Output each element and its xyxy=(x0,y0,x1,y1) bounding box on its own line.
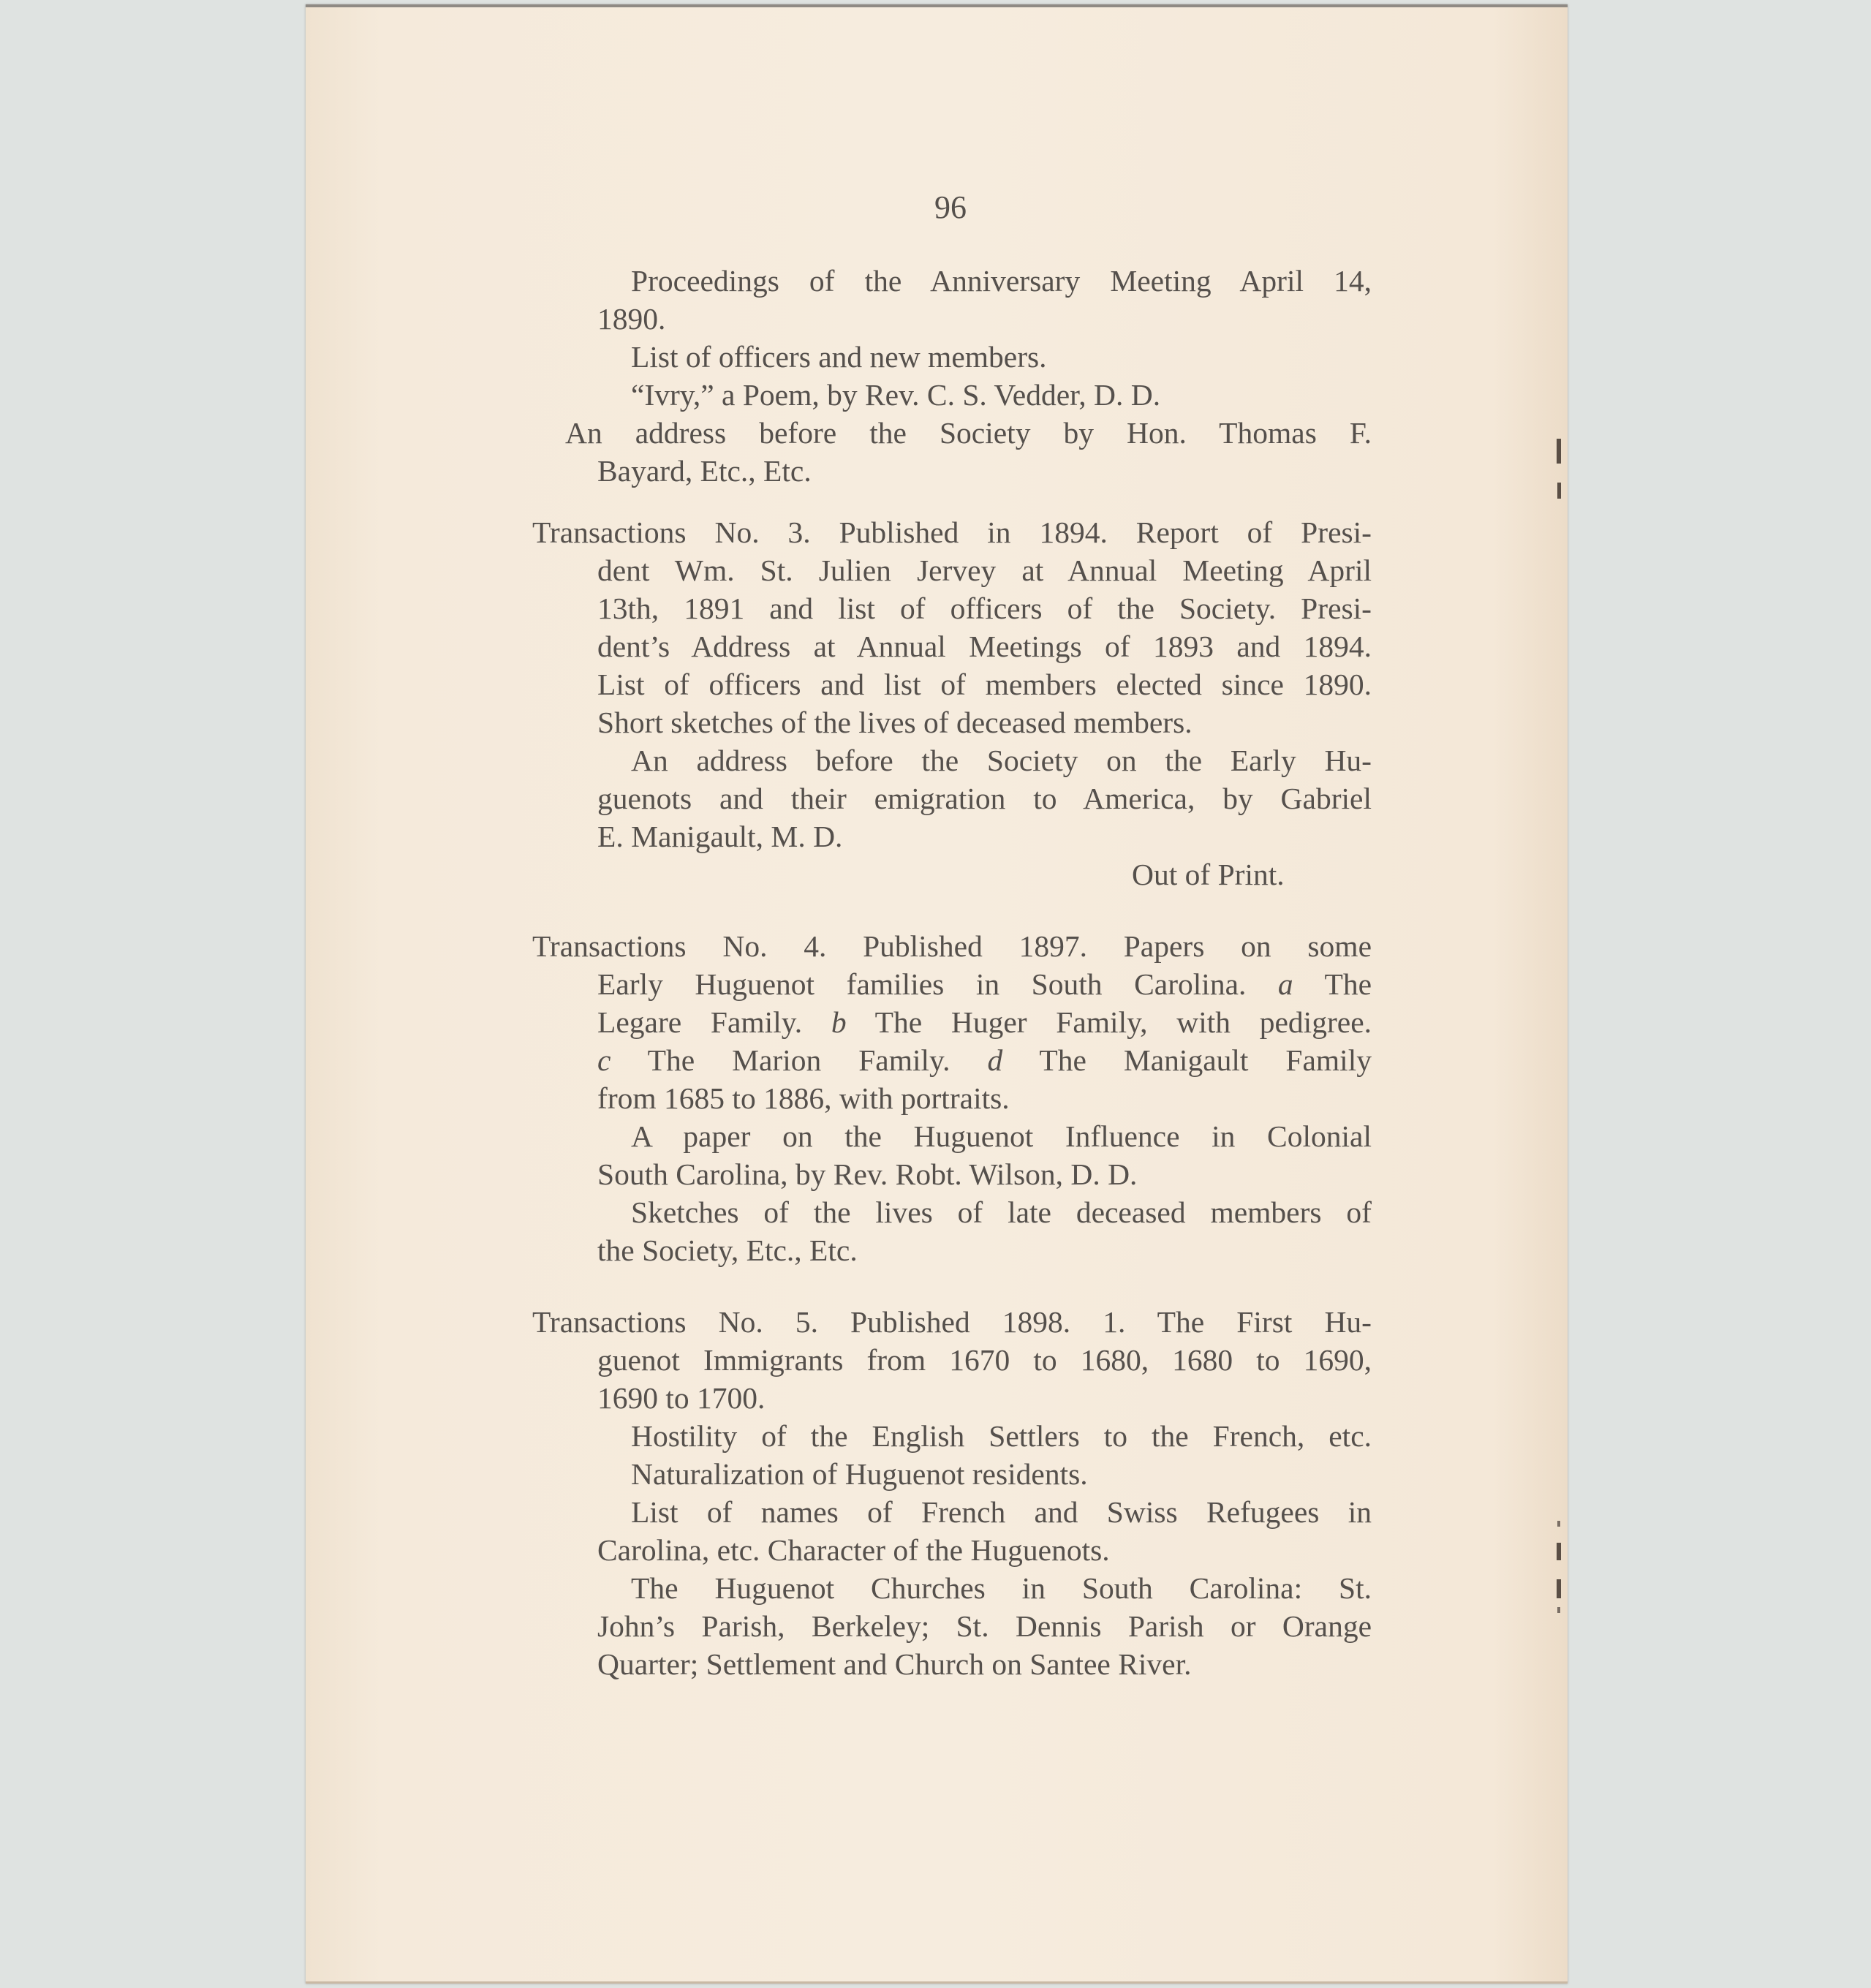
line-text: E. Manigault, M. D. xyxy=(597,820,843,853)
text-line xyxy=(597,1647,1192,1682)
line-text: The Huguenot Churches in South Carolina: St. xyxy=(631,1571,1372,1605)
text-line xyxy=(631,1418,1372,1454)
line-text: Legare Family. xyxy=(597,1005,831,1039)
text-line xyxy=(631,377,1160,412)
text-line xyxy=(631,263,1372,298)
line-text: guenot Immigrants from 1670 to 1680, 1680 to 1690, xyxy=(597,1343,1372,1377)
line-text: List of officers and new members. xyxy=(631,340,1047,374)
page-number: 96 xyxy=(934,189,967,225)
line-text: Carolina, etc. Character of the Huguenots. xyxy=(597,1533,1110,1567)
line-text: dent’s Address at Annual Meetings of 1893 and 1894. xyxy=(597,630,1372,663)
text-line xyxy=(597,591,1372,626)
line-text: The Marion Family. xyxy=(611,1043,988,1077)
text-line xyxy=(597,781,1372,816)
line-text: guenots and their emigration to America, by Gabriel xyxy=(597,782,1372,815)
line-text: Hostility of the English Settlers to the French, etc. xyxy=(631,1419,1372,1453)
text-line xyxy=(532,929,1372,964)
line-text: Transactions No. 5. Published 1898. 1. The First Hu- xyxy=(532,1305,1372,1339)
text-line xyxy=(597,453,812,488)
line-text: the Society, Etc., Etc. xyxy=(597,1233,858,1267)
line-text: The Manigault Family xyxy=(1002,1043,1372,1077)
line-text: Out of Print. xyxy=(1132,858,1285,891)
line-text: Short sketches of the lives of deceased members. xyxy=(597,706,1192,739)
line-text: List of names of French and Swiss Refugees in xyxy=(631,1495,1372,1529)
line-text: Transactions No. 4. Published 1897. Papers on some xyxy=(532,929,1372,963)
line-text: An address before the Society by Hon. Thomas F. xyxy=(565,416,1372,450)
text-line xyxy=(631,1571,1372,1606)
text-line xyxy=(532,1304,1372,1339)
line-text: 1690 to 1700. xyxy=(597,1381,766,1415)
text-line xyxy=(597,301,665,336)
text-line xyxy=(597,1342,1372,1377)
italic-letter: a xyxy=(1277,967,1293,1001)
text-line xyxy=(631,1456,1088,1492)
text-line xyxy=(1132,857,1285,892)
line-text: An address before the Society on the Early Hu- xyxy=(631,744,1372,777)
line-text: Transactions No. 3. Published in 1894. Report of Presi- xyxy=(532,515,1372,549)
line-text: from 1685 to 1886, with portraits. xyxy=(597,1081,1010,1115)
line-text: Proceedings of the Anniversary Meeting April 14, xyxy=(631,264,1372,298)
text-line xyxy=(597,705,1192,740)
text-line xyxy=(597,967,1372,1002)
line-text: Sketches of the lives of late deceased members of xyxy=(631,1195,1372,1229)
text-line xyxy=(631,1494,1372,1530)
text-line xyxy=(597,1005,1372,1040)
margin-ink-mark xyxy=(1554,439,1564,510)
italic-letter: d xyxy=(987,1043,1003,1077)
text-line xyxy=(597,1380,765,1416)
text-line xyxy=(631,743,1372,778)
line-text: List of officers and list of members elected since 1890. xyxy=(597,668,1372,701)
line-text: The xyxy=(1293,967,1372,1001)
text-line xyxy=(597,667,1372,702)
line-text: Early Huguenot families in South Carolina. xyxy=(597,967,1278,1001)
line-text: dent Wm. St. Julien Jervey at Annual Meeting April xyxy=(597,553,1372,587)
line-text: South Carolina, by Rev. Robt. Wilson, D. D. xyxy=(597,1157,1138,1191)
text-line xyxy=(631,1195,1372,1230)
margin-ink-mark xyxy=(1554,1521,1564,1621)
italic-letter: c xyxy=(597,1043,611,1077)
text-line xyxy=(597,553,1372,588)
line-text: A paper on the Huguenot Influence in Colonial xyxy=(631,1119,1372,1153)
italic-letter: b xyxy=(831,1005,847,1039)
line-text: 13th, 1891 and list of officers of the Society. Presi- xyxy=(597,592,1372,625)
text-line xyxy=(597,1043,1372,1078)
text-line xyxy=(597,1532,1110,1568)
text-line xyxy=(597,1081,1010,1116)
text-line xyxy=(597,629,1372,664)
text-line xyxy=(597,819,842,854)
text-line xyxy=(597,1233,858,1268)
text-line xyxy=(631,1119,1372,1154)
line-text: 1890. xyxy=(597,302,666,336)
page-bottom-edge xyxy=(306,1981,1568,1984)
line-text: “Ivry,” a Poem, by Rev. C. S. Vedder, D. D. xyxy=(631,378,1161,412)
text-line xyxy=(597,1609,1372,1644)
line-text: Quarter; Settlement and Church on Santee River. xyxy=(597,1647,1192,1681)
text-line xyxy=(631,339,1047,374)
page-top-edge xyxy=(306,4,1568,7)
text-line xyxy=(565,415,1372,450)
line-text: Naturalization of Huguenot residents. xyxy=(631,1457,1088,1491)
line-text: Bayard, Etc., Etc. xyxy=(597,454,812,488)
line-text: John’s Parish, Berkeley; St. Dennis Parish or Orange xyxy=(597,1609,1372,1643)
line-text: The Huger Family, with pedigree. xyxy=(846,1005,1372,1039)
text-line xyxy=(532,515,1372,550)
text-line xyxy=(597,1157,1137,1192)
